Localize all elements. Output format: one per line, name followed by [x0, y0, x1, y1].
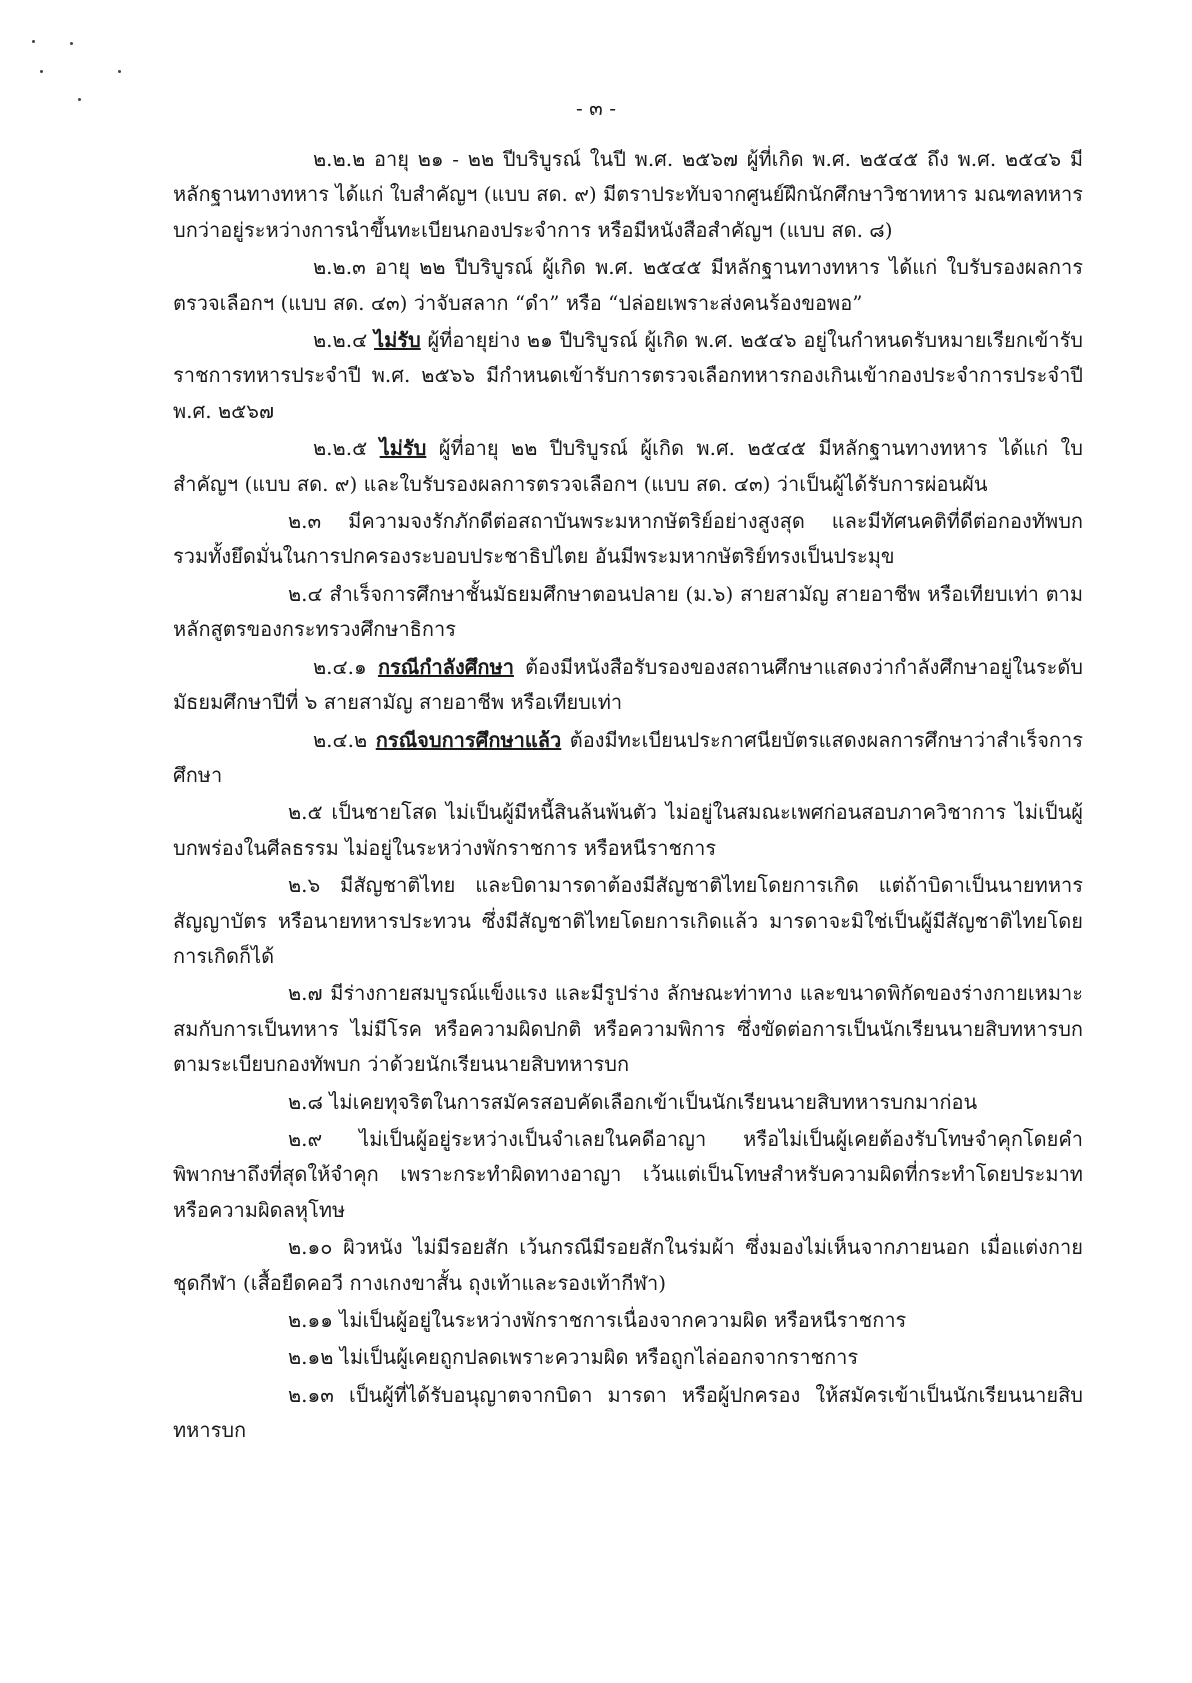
paragraph-text: ๒.๘ ไม่เคยทุจริตในการสมัครสอบคัดเลือกเข้าเป็นนักเรียนนายสิบทหารบกมาก่อน	[288, 1089, 978, 1114]
scan-speck	[32, 40, 35, 43]
paragraph-text: ต้องมีทะเบียนประกาศนียบัตรแสดงผลการศึกษาว่าสำเร็จการศึกษา	[173, 727, 1084, 787]
paragraph-p-2-9	[173, 1122, 1083, 1228]
paragraph-p-2-5	[173, 795, 1083, 866]
paragraph-text: ๒.๗ มีร่างกายสมบูรณ์แข็งแรง และมีรูปร่าง ลักษณะท่าทาง และขนาดพิกัดของร่างกายเหมาะสมกับการเป็นทหาร ไม่มีโรค หรือความผิดปกติ หรือความพิการ ซึ่งขัดต่อการเป็นนักเรียนนายสิบทหารบกตามระเบียบกองทัพบก ว่าด้วยนักเรียนนายสิบทหารบก	[173, 981, 1083, 1077]
paragraph-p-2-8	[173, 1085, 1083, 1120]
paragraph-p-2-6	[173, 868, 1083, 974]
paragraph-text: ๒.๓ มีความจงรักภักดีต่อสถาบันพระมหากษัตริย์อย่างสูงสุด และมีทัศนคติที่ดีต่อกองทัพบก รวมทั้งยึดมั่นในการปกครองระบอบประชาธิปไตย อันมีพระมหากษัตริย์ทรงเป็นประมุข	[173, 509, 1083, 569]
paragraph-p-2-3	[173, 504, 1083, 575]
paragraph-text: ๒.๑๐ ผิวหนัง ไม่มีรอยสัก เว้นกรณีมีรอยสักในร่มผ้า ซึ่งมองไม่เห็นจากภายนอก เมื่อแต่งกายชุดกีฬา (เสื้อยืดคอวี กางเกงขาสั้น ถุงเท้าและรองเท้ากีฬา)	[173, 1235, 1083, 1295]
paragraph-text: ๒.๖ มีสัญชาติไทย และบิดามารดาต้องมีสัญชาติไทยโดยการเกิด แต่ถ้าบิดาเป็นนายทหารสัญญาบัตร หรือนายทหารประทวน ซึ่งมีสัญชาติไทยโดยการเกิดแล้ว มารดาจะมิใช่เป็นผู้มีสัญชาติไทยโดยการเกิดก็ได้	[173, 873, 1083, 968]
paragraph-p-2-4-2	[173, 723, 1083, 794]
paragraph-p-2-2-3	[173, 250, 1083, 321]
underlined-keyword: ไม่รับ	[374, 328, 421, 353]
clause-number: ๒.๒.๔	[313, 328, 375, 353]
page-number: - ๓ -	[576, 96, 616, 120]
scan-speck	[40, 70, 43, 73]
paragraph-p-2-11	[173, 1303, 1083, 1338]
paragraph-text: ผู้ที่อายุ ๒๒ ปีบริบูรณ์ ผู้เกิด พ.ศ. ๒๕๔๕ มีหลักฐานทางทหาร ได้แก่ ใบสำคัญฯ (แบบ สด. ๙) และใบรับรองผลการตรวจเลือกฯ (แบบ สด. ๔๓) ว่าเป็นผู้ได้รับการผ่อนผัน	[173, 436, 1083, 496]
paragraph-text: ๒.๑๓ เป็นผู้ที่ได้รับอนุญาตจากบิดา มารดา หรือผู้ปกครอง ให้สมัครเข้าเป็นนักเรียนนายสิบทหารบก	[173, 1382, 1083, 1443]
paragraph-text: ๒.๕ เป็นชายโสด ไม่เป็นผู้มีหนี้สินล้นพ้นตัว ไม่อยู่ในสมณะเพศก่อนสอบภาควิชาการ ไม่เป็นผู้บกพร่องในศีลธรรม ไม่อยู่ในระหว่างพักราชการ หรือหนีราชการ	[173, 800, 1083, 860]
paragraph-text: ๒.๔ สำเร็จการศึกษาชั้นมัธยมศึกษาตอนปลาย (ม.๖) สายสามัญ สายอาชีพ หรือเทียบเท่า ตามหลักสูตรของกระทรวงศึกษาธิการ	[173, 581, 1083, 642]
paragraph-p-2-7	[173, 976, 1083, 1082]
paragraph-text: ๒.๑๒ ไม่เป็นผู้เคยถูกปลดเพราะความผิด หรือถูกไล่ออกจากราชการ	[288, 1345, 859, 1370]
paragraph-text: ๒.๑๑ ไม่เป็นผู้อยู่ในระหว่างพักราชการเนื่องจากความผิด หรือหนีราชการ	[288, 1308, 907, 1332]
paragraph-text: ๒.๙ ไม่เป็นผู้อยู่ระหว่างเป็นจำเลยในคดีอาญา หรือไม่เป็นผู้เคยต้องรับโทษจำคุกโดยคำพิพากษาถึงที่สุดให้จำคุก เพราะกระทำผิดทางอาญา เว้นแต่เป็นโทษสำหรับความผิดที่กระทำโดยประมาท หรือความผิดลหุโทษ	[173, 1126, 1083, 1222]
underlined-keyword: กรณีจบการศึกษาแล้ว	[375, 727, 562, 752]
scan-speck	[118, 70, 121, 73]
paragraph-p-2-2-4	[173, 323, 1083, 429]
paragraph-p-2-4-1	[173, 650, 1083, 721]
paragraph-p-2-13	[173, 1378, 1083, 1449]
paragraph-text: ๒.๒.๓ อายุ ๒๒ ปีบริบูรณ์ ผู้เกิด พ.ศ. ๒๕๔๕ มีหลักฐานทางทหาร ได้แก่ ใบรับรองผลการตรวจเลือกฯ (แบบ สด. ๔๓) ว่าจับสลาก “ดำ” หรือ “ปล่อยเพราะส่งคนร้องขอพอ”	[173, 255, 1083, 315]
paragraph-p-2-12	[173, 1340, 1083, 1375]
underlined-keyword: กรณีกำลังศึกษา	[377, 654, 514, 679]
paragraph-p-2-10	[173, 1230, 1083, 1301]
document-body	[173, 142, 1083, 1451]
paragraph-p-2-4	[173, 577, 1083, 648]
clause-number: ๒.๔.๒	[313, 727, 376, 752]
paragraph-text: ผู้ที่อายุย่าง ๒๑ ปีบริบูรณ์ ผู้เกิด พ.ศ. ๒๕๔๖ อยู่ในกำหนดรับหมายเรียกเข้ารับราชการทหารประจำปี พ.ศ. ๒๕๖๖ มีกำหนดเข้ารับการตรวจเลือกทหารกองเกินเข้ากองประจำการประจำปี พ.ศ. ๒๕๖๗	[173, 328, 1084, 423]
paragraph-text: ต้องมีหนังสือรับรองของสถานศึกษาแสดงว่ากำลังศึกษาอยู่ในระดับมัธยมศึกษาปีที่ ๖ สายสามัญ สายอาชีพ หรือเทียบเท่า	[173, 654, 1083, 715]
paragraph-p-2-2-5	[173, 431, 1083, 502]
paragraph-p-2-2-2	[173, 142, 1083, 248]
clause-number: ๒.๒.๕	[313, 436, 380, 461]
paragraph-text: ๒.๒.๒ อายุ ๒๑ - ๒๒ ปีบริบูรณ์ ในปี พ.ศ. ๒๕๖๗ ผู้ที่เกิด พ.ศ. ๒๕๔๕ ถึง พ.ศ. ๒๕๔๖ มีหลักฐานทางทหาร ได้แก่ ใบสำคัญฯ (แบบ สด. ๙) มีตราประทับจากศูนย์ฝึกนักศึกษาวิชาทหาร มณฑลทหารบกว่าอยู่ระหว่างการนำขึ้นทะเบียนกองประจำการ หรือมีหนังสือสำคัญฯ (แบบ สด. ๘)	[173, 147, 1083, 242]
underlined-keyword: ไม่รับ	[379, 436, 427, 461]
scan-speck	[70, 42, 73, 45]
clause-number: ๒.๔.๑	[313, 654, 378, 679]
